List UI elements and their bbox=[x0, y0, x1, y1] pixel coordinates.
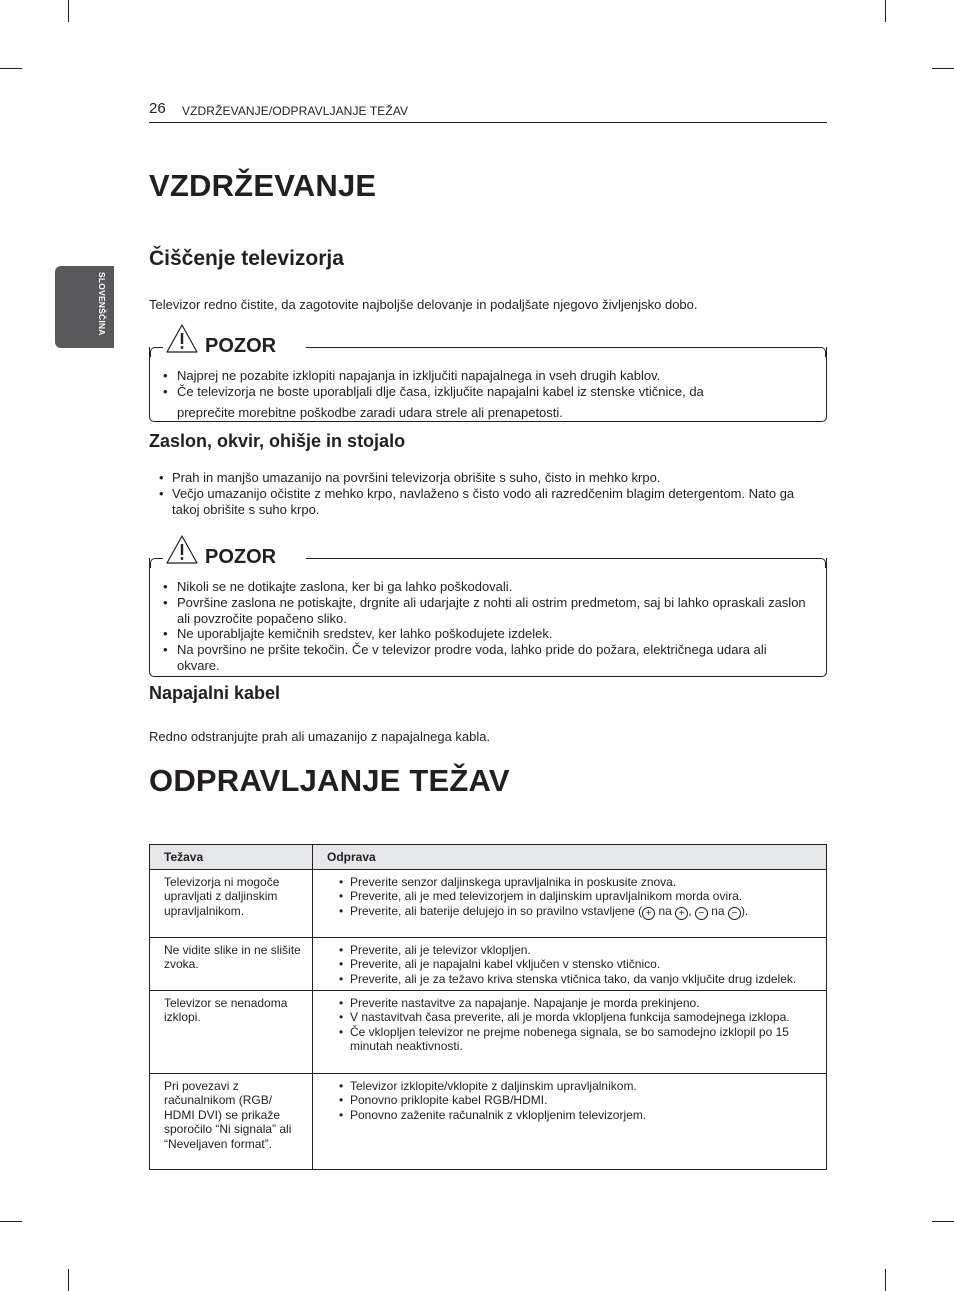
solution-item: • Preverite, ali je med televizorjem in daljinskim upravljalnikom morda ovira. bbox=[339, 889, 816, 903]
language-tab-label: SLOVENŠČINA bbox=[97, 272, 107, 336]
troubleshooting-title: ODPRAVLJANJE TEŽAV bbox=[149, 763, 510, 798]
running-header bbox=[149, 100, 827, 123]
crop-mark bbox=[68, 0, 69, 22]
crop-mark bbox=[932, 68, 954, 69]
caution-item: • Nikoli se ne dotikajte zaslona, ker bi ga lahko poškodovali. bbox=[163, 579, 812, 595]
power-cable-text: Redno odstranjujte prah ali umazanijo z napajalnega kabla. bbox=[149, 729, 491, 744]
caution-item-continuation: preprečite morebitne poškodbe zaradi udara strele ali prenapetosti. bbox=[177, 405, 563, 420]
table-row bbox=[150, 991, 827, 1074]
screen-list bbox=[159, 470, 819, 517]
crop-mark bbox=[0, 1221, 22, 1222]
table-row bbox=[150, 870, 827, 938]
solution-item: • Ponovno priklopite kabel RGB/HDMI. bbox=[339, 1093, 816, 1107]
maintenance-title: VZDRŽEVANJE bbox=[149, 168, 377, 203]
language-tab bbox=[55, 266, 114, 348]
list-item: • Večjo umazanijo očistite z mehko krpo, navlaženo s čisto vodo ali razredčenim blagim detergentom. Nato ga takoj obrišite s suho krpo. bbox=[159, 486, 819, 518]
caution-title: POZOR bbox=[205, 335, 277, 357]
solution-cell bbox=[313, 1074, 827, 1170]
list-item: • Prah in manjšo umazanijo na površini televizorja obrišite s suho, čisto in mehko krpo. bbox=[159, 470, 819, 486]
caution-box bbox=[149, 546, 827, 677]
problem-cell: Televizor se nenadoma izklopi. bbox=[150, 991, 313, 1074]
cleaning-heading: Čiščenje televizorja bbox=[149, 247, 344, 270]
caution-item: • Če televizorja ne boste uporabljali dlje časa, izključite napajalni kabel iz stenske vtičnice, da bbox=[163, 384, 812, 400]
minus-circle-icon: − bbox=[695, 907, 708, 920]
problem-cell: Pri povezavi z računalnikom (RGB/ HDMI DVI) se prikaže sporočilo “Ni signala” ali “Neveljaven format”. bbox=[150, 1074, 313, 1170]
minus-circle-icon: − bbox=[728, 907, 741, 920]
problem-cell: Televizorja ni mogoče upravljati z daljinskim upravljalnikom. bbox=[150, 870, 313, 938]
solution-item: • Preverite, ali je za težavo kriva stenska vtičnica tako, da vanjo vključite drug izdelek. bbox=[339, 972, 816, 986]
caution-item: • Ne uporabljajte kemičnih sredstev, ker lahko poškodujete izdelek. bbox=[163, 626, 812, 642]
crop-mark bbox=[68, 1269, 69, 1291]
caution-box bbox=[149, 335, 827, 422]
solution-item: • Preverite, ali je televizor vklopljen. bbox=[339, 943, 816, 957]
screen-heading: Zaslon, okvir, ohišje in stojalo bbox=[149, 431, 406, 451]
column-header-problem: Težava bbox=[150, 845, 313, 870]
page-number: 26 bbox=[149, 100, 166, 117]
table-row bbox=[150, 938, 827, 991]
solution-item: • V nastavitvah časa preverite, ali je morda vklopljena funkcija samodejnega izklopa. bbox=[339, 1010, 816, 1024]
caution-list bbox=[163, 579, 812, 674]
caution-list bbox=[163, 368, 812, 400]
caution-title: POZOR bbox=[205, 546, 277, 568]
cleaning-intro: Televizor redno čistite, da zagotovite najboljše delovanje in podaljšate njegovo življenjsko dobo. bbox=[149, 297, 698, 312]
table-header-row bbox=[150, 845, 827, 870]
caution-item: • Najprej ne pozabite izklopiti napajanja in izključiti napajalnega in vseh drugih kablov. bbox=[163, 368, 812, 384]
solution-cell bbox=[313, 938, 827, 991]
solution-item: • Preverite, ali baterije delujejo in so pravilno vstavljene ( + na + , − na − ). bbox=[339, 904, 816, 920]
solution-item: • Preverite senzor daljinskega upravljalnika in poskusite znova. bbox=[339, 875, 816, 889]
warning-triangle-icon bbox=[165, 323, 199, 354]
power-cable-heading: Napajalni kabel bbox=[149, 683, 281, 703]
solution-cell bbox=[313, 991, 827, 1074]
solution-cell bbox=[313, 870, 827, 938]
troubleshooting-table bbox=[149, 844, 827, 1170]
solution-item: • Preverite, ali je napajalni kabel vključen v stensko vtičnico. bbox=[339, 957, 816, 971]
solution-item: • Če vklopljen televizor ne prejme nobenega signala, se bo samodejno izklopil po 15 minutah neaktivnosti. bbox=[339, 1025, 816, 1054]
plus-circle-icon: + bbox=[675, 907, 688, 920]
solution-item: • Televizor izklopite/vklopite z daljinskim upravljalnikom. bbox=[339, 1079, 816, 1093]
solution-item: • Preverite nastavitve za napajanje. Napajanje je morda prekinjeno. bbox=[339, 996, 816, 1010]
caution-item: • Površine zaslona ne potiskajte, drgnite ali udarjajte z nohti ali ostrim predmetom, saj bi lahko opraskali zaslon ali povzročite popačeno sliko. bbox=[163, 595, 812, 627]
running-header-title: VZDRŽEVANJE/ODPRAVLJANJE TEŽAV bbox=[182, 104, 409, 118]
caution-item: • Na površino ne pršite tekočin. Če v televizor prodre voda, lahko pride do požara, električnega udara ali okvare. bbox=[163, 642, 812, 674]
crop-mark bbox=[932, 1221, 954, 1222]
crop-mark bbox=[0, 68, 22, 69]
column-header-solution: Odprava bbox=[313, 845, 827, 870]
crop-mark bbox=[885, 0, 886, 22]
plus-circle-icon: + bbox=[642, 907, 655, 920]
table-row bbox=[150, 1074, 827, 1170]
problem-cell: Ne vidite slike in ne slišite zvoka. bbox=[150, 938, 313, 991]
solution-item: • Ponovno zaženite računalnik z vklopljenim televizorjem. bbox=[339, 1108, 816, 1122]
crop-mark bbox=[885, 1269, 886, 1291]
warning-triangle-icon bbox=[165, 534, 199, 565]
